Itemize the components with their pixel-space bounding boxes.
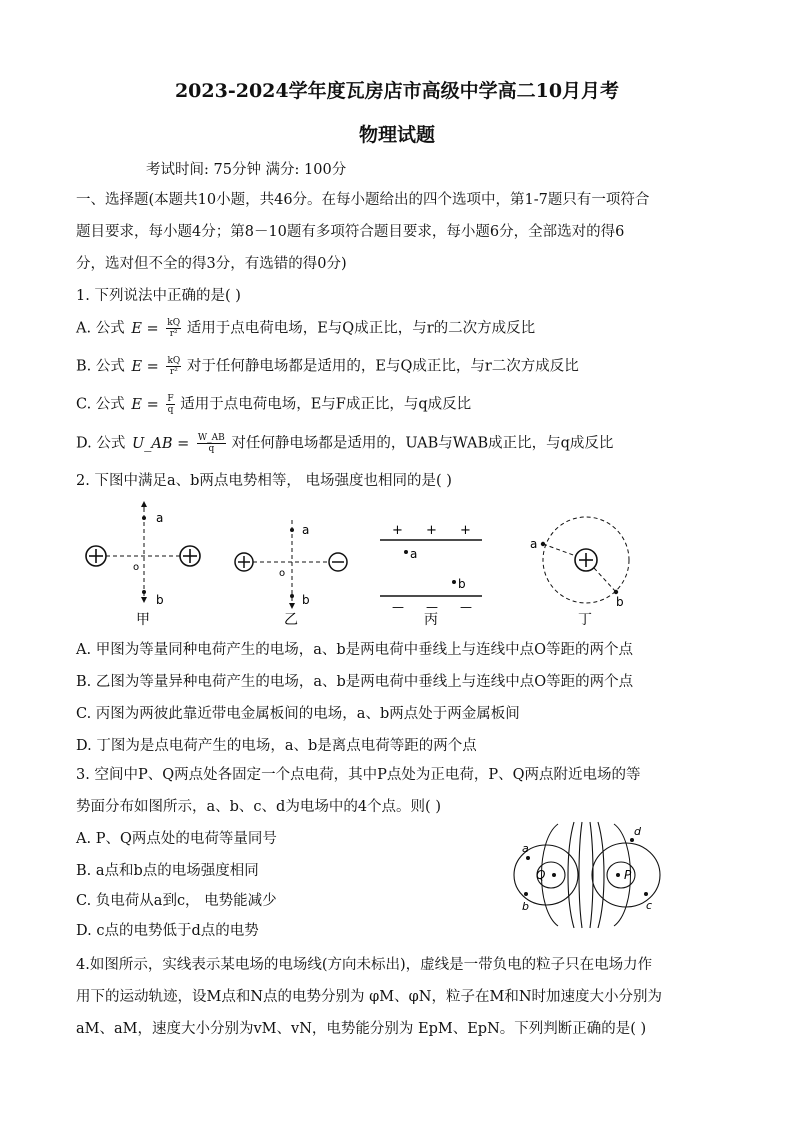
q1-a-suffix: 适用于点电荷电场，E与Q成正比，与r的二次方成反比 xyxy=(186,320,536,337)
q1-a-num: kQ xyxy=(167,318,181,328)
q1-c-prefix: C. 公式 xyxy=(76,396,125,413)
q1-option-d xyxy=(76,433,726,454)
q2-option-b: B. 乙图为等量异种电荷产生的电场，a、b是两电荷中垂线上与连线中点O等距的两个点 xyxy=(76,674,634,690)
q1-c-den: q xyxy=(167,405,174,415)
q1-c-num: F xyxy=(167,394,174,404)
jia-caption: 甲 xyxy=(136,612,150,628)
ding-b-label: b xyxy=(616,595,624,609)
yi-caption: 乙 xyxy=(284,612,298,628)
q1-d-lhs: U_AB = xyxy=(131,435,190,452)
figure-jia xyxy=(86,504,200,628)
q1-b-num: kQ xyxy=(167,356,181,366)
q1-a-prefix: A. 公式 xyxy=(76,320,125,337)
q1-d-fraction xyxy=(197,433,226,454)
q3-option-c: C. 负电荷从a到c， 电势能减少 xyxy=(76,893,277,909)
q3-figure xyxy=(496,820,676,930)
q2-option-d: D. 丁图为是点电荷产生的电场，a、b是离点电荷等距的两个点 xyxy=(76,738,477,754)
jia-o-label: o xyxy=(133,562,140,573)
q1-b-suffix: 对于任何静电场都是适用的，E与Q成正比，与r二次方成反比 xyxy=(186,358,579,375)
q4-line-1: 4.如图所示，实线表示某电场的电场线(方向未标出)，虚线是一带负电的粒子只在电场力作 xyxy=(76,957,653,973)
bing-caption: 丙 xyxy=(424,612,438,628)
bing-plus-2: + xyxy=(426,523,437,538)
q1-a-lhs: E = xyxy=(131,320,159,337)
page-title: 2023-2024学年度瓦房店市高级中学高二10月月考 xyxy=(174,80,620,102)
q3-a-label: a xyxy=(522,842,529,855)
q1-d-suffix: 对任何静电场都是适用的，UAB与WAB成正比，与q成反比 xyxy=(231,435,614,452)
q1-b-prefix: B. 公式 xyxy=(76,358,125,375)
q1-d-num: W_AB xyxy=(197,433,225,443)
bing-plus-3: + xyxy=(460,523,471,538)
q1-c-suffix: 适用于点电荷电场，E与F成正比，与q成反比 xyxy=(180,396,472,413)
ding-caption: 丁 xyxy=(578,612,592,628)
q3-option-a: A. P、Q两点处的电荷等量同号 xyxy=(76,831,277,847)
q3-c-label: c xyxy=(646,899,653,912)
yi-b-label: b xyxy=(302,593,310,607)
jia-a-label: a xyxy=(156,511,164,525)
q2-stem: 2. 下图中满足a、b两点电势相等， 电场强度也相同的是( ) xyxy=(76,473,452,489)
figure-bing xyxy=(380,523,482,628)
q1-b-den: r² xyxy=(169,367,178,377)
section-intro-line-3: 分，选对但不全的得3分，有选错的得0分) xyxy=(76,256,347,272)
bing-b-label: b xyxy=(458,577,466,591)
q3-b-label: b xyxy=(522,900,529,913)
q4-line-2: 用下的运动轨迹，设M点和N点的电势分别为 φM、φN，粒子在M和N时加速度大小分别为 xyxy=(76,989,663,1005)
q3-p-label: P xyxy=(624,868,632,882)
q1-option-c xyxy=(76,394,726,415)
yi-o-label: o xyxy=(279,568,286,579)
bing-minus-3: — xyxy=(460,600,472,614)
q1-stem: 1. 下列说法中正确的是( ) xyxy=(76,288,241,304)
q1-c-lhs: E = xyxy=(131,396,159,413)
q1-b-lhs: E = xyxy=(131,358,159,375)
q4-line-3: aM、aM，速度大小分别为vM、vN，电势能分别为 EpM、EpN。下列判断正确的是( ) xyxy=(76,1021,647,1037)
bing-minus-1: — xyxy=(392,600,404,614)
bing-plus-1: + xyxy=(392,523,403,538)
q3-stem-line-1: 3. 空间中P、Q两点处各固定一个点电荷，其中P点处为正电荷，P、Q两点附近电场的等 xyxy=(76,767,641,783)
exam-info: 考试时间: 75分钟 满分: 100分 xyxy=(146,162,347,178)
q1-a-den: r² xyxy=(169,329,178,339)
figure-ding xyxy=(530,517,629,628)
bing-a-label: a xyxy=(410,547,418,561)
q2-option-c: C. 丙图为两彼此靠近带电金属板间的电场，a、b两点处于两金属板间 xyxy=(76,706,520,722)
bing-minus-2: — xyxy=(426,600,438,614)
section-intro-line-2: 题目要求，每小题4分；第8－10题有多项符合题目要求，每小题6分，全部选对的得6 xyxy=(76,224,625,240)
q1-option-b xyxy=(76,356,726,377)
q2-figures xyxy=(76,500,656,630)
q1-d-prefix: D. 公式 xyxy=(76,435,126,452)
q3-option-b: B. a点和b点的电场强度相同 xyxy=(76,863,259,879)
section-intro-line-1: 一、选择题(本题共10小题，共46分。在每小题给出的四个选项中，第1-7题只有一项符合 xyxy=(76,192,650,208)
q1-a-fraction xyxy=(166,318,181,339)
yi-a-label: a xyxy=(302,523,310,537)
q2-option-a: A. 甲图为等量同种电荷产生的电场，a、b是两电荷中垂线上与连线中点O等距的两个点 xyxy=(76,642,634,658)
jia-b-label: b xyxy=(156,593,164,607)
q1-option-a xyxy=(76,318,726,339)
q3-stem-line-2: 势面分布如图所示，a、b、c、d为电场中的4个点。则( ) xyxy=(76,799,441,815)
ding-a-label: a xyxy=(530,537,538,551)
q3-option-d: D. c点的电势低于d点的电势 xyxy=(76,923,259,939)
q1-d-den: q xyxy=(208,444,215,454)
q1-c-fraction xyxy=(166,394,174,415)
q1-b-fraction xyxy=(166,356,181,377)
q3-q-label: Q xyxy=(536,868,546,882)
q3-d-label: d xyxy=(634,825,641,838)
figure-yi xyxy=(235,520,347,628)
page-subtitle: 物理试题 xyxy=(358,124,435,146)
